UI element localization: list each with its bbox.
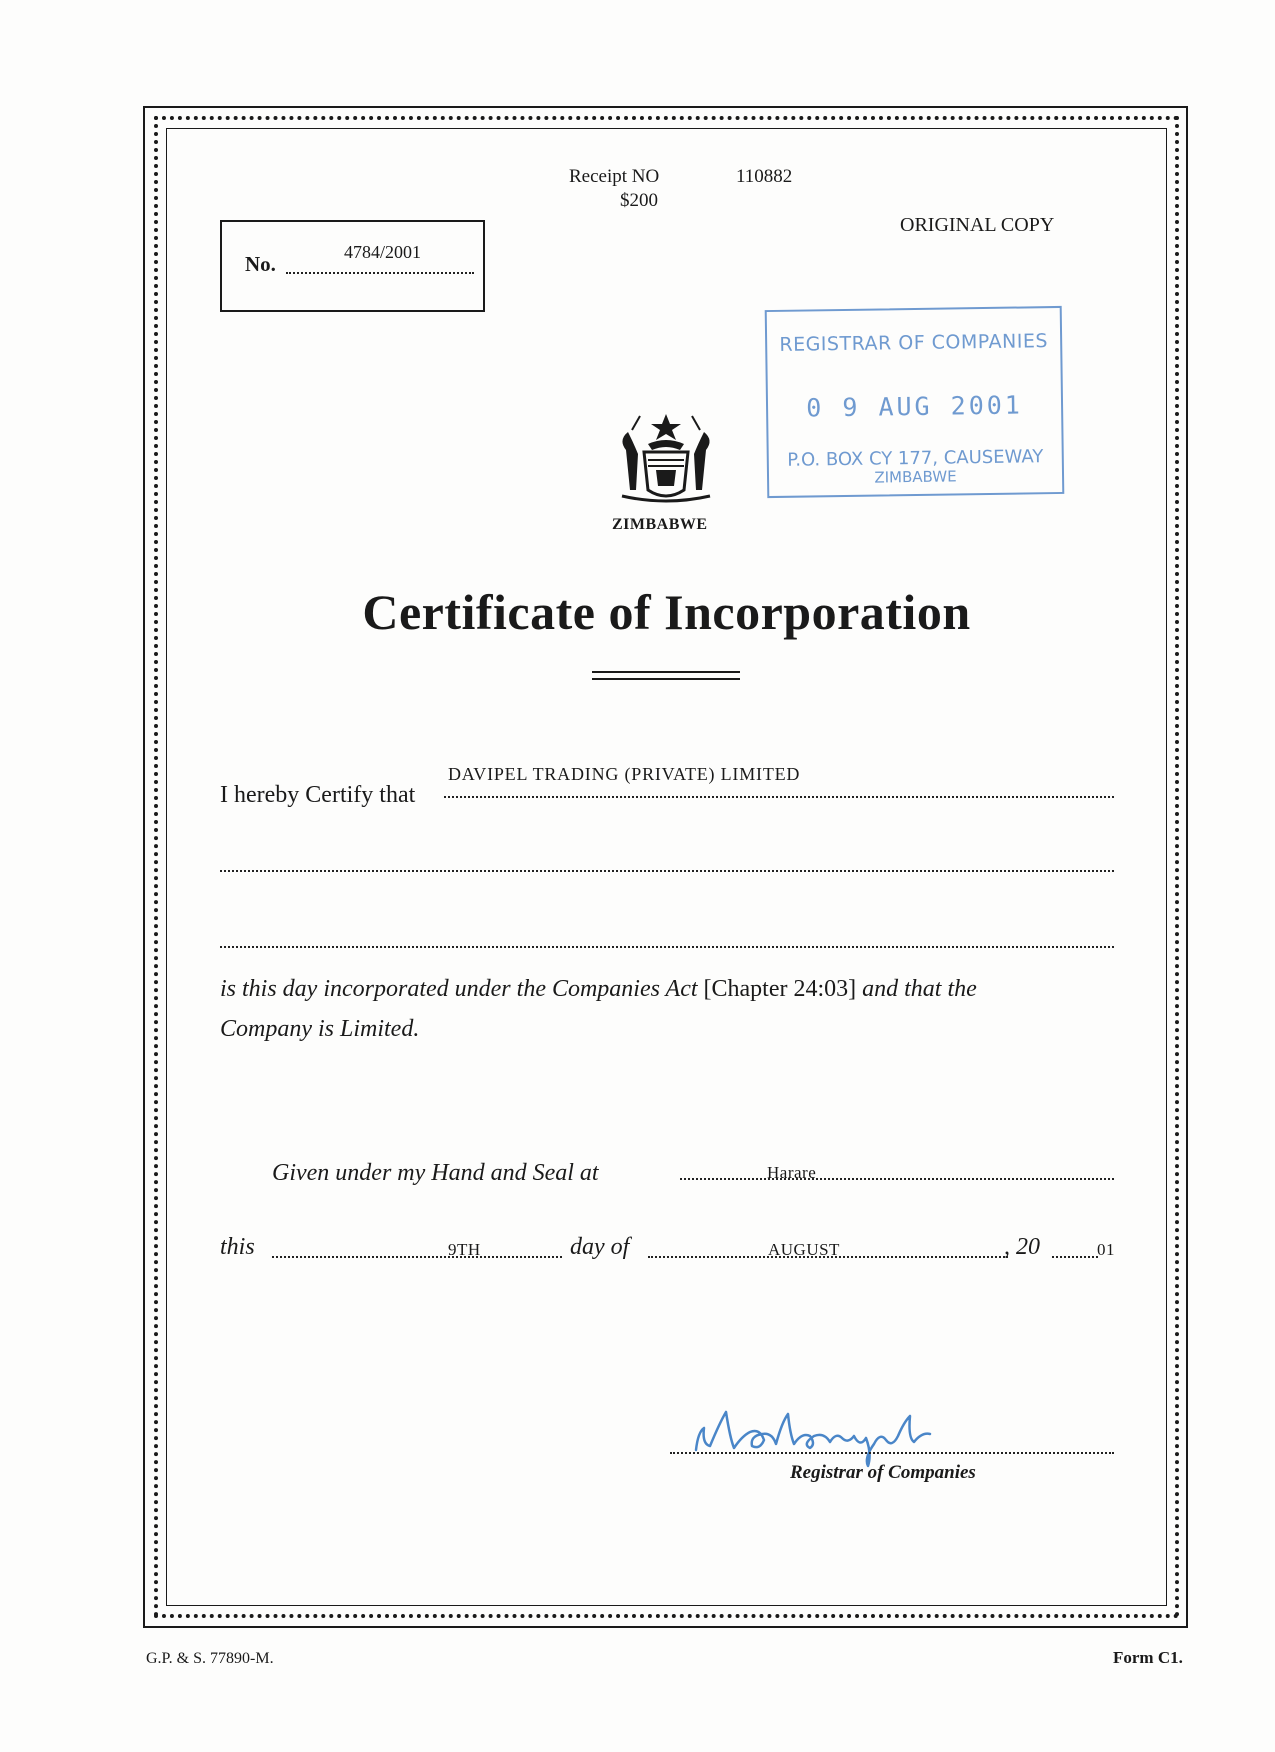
registration-number-label: No. [245,252,276,276]
registrar-signature [690,1392,990,1472]
statement-part-2: and that the [862,976,977,1002]
certificate-title: Certificate of Incorporation [362,584,971,640]
statement-chapter: [Chapter 24:03] [703,976,857,1002]
title-rule-bottom [592,678,740,680]
year-suffix: 01 [1097,1240,1115,1259]
signatory-title: Registrar of Companies [790,1462,976,1483]
place-dotline [680,1178,1114,1180]
incorporation-statement [220,976,1120,1003]
original-copy-label: ORIGINAL COPY [900,214,1055,236]
title-rule-top [592,671,740,673]
day-of-label: day of [570,1234,630,1260]
registration-number-dotline [286,272,474,274]
coat-of-arms-icon [608,410,724,506]
month-value: AUGUST [768,1240,840,1259]
certify-label: I hereby Certify that [220,782,416,808]
place-value: Harare [767,1163,817,1182]
this-label: this [220,1234,255,1260]
printer-reference: G.P. & S. 77890-M. [146,1650,274,1667]
signature-dotline [670,1452,1114,1454]
day-dotline [272,1256,562,1258]
stamp-address: P.O. BOX CY 177, CAUSEWAY [787,446,1044,471]
registration-number-value: 4784/2001 [344,242,422,262]
company-name-dotline-1 [444,796,1114,798]
receipt-number: 110882 [736,166,793,187]
country-name: ZIMBABWE [612,516,708,533]
receipt-label: Receipt NO [569,166,660,187]
company-name-dotline-2 [220,870,1114,872]
statement-part-1: is this day incorporated under the Companies Act [220,976,698,1002]
stamp-line-registrar: REGISTRAR OF COMPANIES [779,330,1049,356]
registrar-date-stamp [765,306,1065,498]
day-value: 9TH [448,1240,481,1259]
year-dotline [1052,1256,1098,1258]
form-number: Form C1. [1113,1648,1183,1667]
statement-line-2: Company is Limited. [220,1016,420,1042]
stamp-country: ZIMBABWE [874,467,957,487]
year-prefix: , 20 [1004,1234,1040,1260]
registration-number-box [220,220,485,312]
company-name-dotline-3 [220,946,1114,948]
stamp-date: 0 9 AUG 2001 [806,390,1024,423]
given-label: Given under my Hand and Seal at [272,1160,599,1186]
receipt-amount: $200 [620,190,658,211]
company-name: DAVIPEL TRADING (PRIVATE) LIMITED [448,764,801,784]
